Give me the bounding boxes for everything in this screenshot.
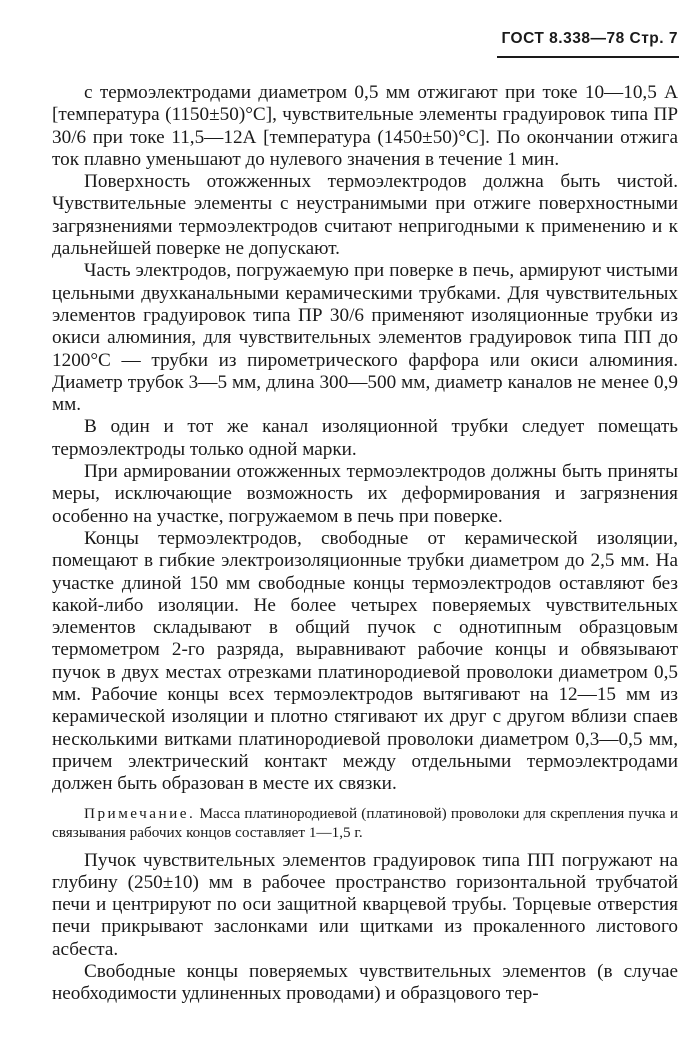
note xyxy=(52,804,678,842)
paragraph: Поверхность отожженных термоэлектродов должна быть чистой. Чувствительные элементы с неустранимыми при отжиге поверхностными загрязнениями термоэлектродов считают непригодными к применению и к дальнейшей поверке не допускают. xyxy=(52,171,678,260)
document-body xyxy=(52,82,678,1006)
header-rule xyxy=(497,56,679,58)
paragraph: Пучок чувствительных элементов градуировок типа ПП погружают на глубину (250±10) мм в рабочее пространство горизонтальной трубчатой печи и центрируют по оси защитной кварцевой трубы. Торцевые отверстия печи прикрывают заслонками или щитками из прокаленного листового асбеста. xyxy=(52,849,678,960)
paragraph: В один и тот же канал изоляционной трубки следует помещать термоэлектроды только одной марки. xyxy=(52,416,678,460)
paragraph: Концы термоэлектродов, свободные от керамической изоляции, помещают в гибкие электроизоляционные трубки диаметром до 2,5 мм. На участке длиной 150 мм свободные концы термоэлектродов оставляют без какой-либо изоляции. Не более четырех поверяемых чувствительных элементов складывают в общий пучок с однотипным образцовым термометром 2-го разряда, выравнивают рабочие концы и обвязывают пучок в двух местах отрезками платинородиевой проволоки диаметром 0,5 мм. Рабочие концы всех термоэлектродов вытягивают на 12—15 мм из керамической изоляции и плотно стягивают их друг с другом вблизи спаев несколькими витками платинородиевой проволоки диаметром 0,3—0,5 мм, причем электрический контакт между отдельными термоэлектродами должен быть образован в месте их связки. xyxy=(52,527,678,795)
paragraph: При армировании отожженных термоэлектродов должны быть приняты меры, исключающие возможность их деформирования и загрязнения особенно на участке, погружаемом в печь при поверке. xyxy=(52,461,678,527)
paragraph: Свободные концы поверяемых чувствительных элементов (в случае необходимости удлиненных проводами) и образцового тер- xyxy=(52,960,678,1005)
paragraph: с термоэлектродами диаметром 0,5 мм отжигают при токе 10—10,5 А [температура (1150±50)°С], чувствительные элементы градуировок типа ПР 30/6 при токе 11,5—12А [температура (1450±50)°С]. По окончании отжига ток плавно уменьшают до нулевого значения в течение 1 мин. xyxy=(52,82,678,170)
paragraph: Часть электродов, погружаемую при поверке в печь, армируют чистыми цельными двухканальными керамическими трубками. Для чувствительных элементов градуировок типа ПР 30/6 применяют изоляционные трубки из окиси алюминия, для чувствительных элементов градуировок типа ПП до 1200°С — трубки из пирометрического фарфора или окиси алюминия. Диаметр трубок 3—5 мм, длина 300—500 мм, диаметр каналов не менее 0,9 мм. xyxy=(52,260,678,416)
note-text: Масса платинородиевой (платиновой) проволоки для скрепления пучка и связывания рабочих концов составляет 1—1,5 г. xyxy=(52,804,678,841)
page-header: ГОСТ 8.338—78 Стр. 7 xyxy=(501,30,678,47)
note-label: Примечание. xyxy=(84,804,196,822)
